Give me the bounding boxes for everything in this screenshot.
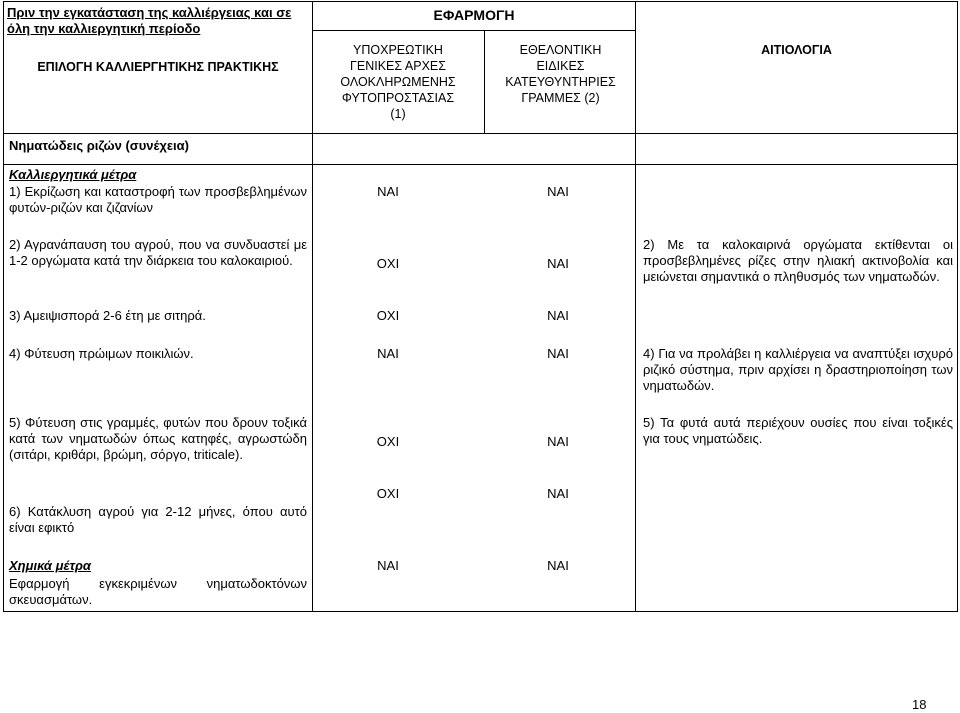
justification-header: ΑΙΤΙΟΛΟΓΙΑ <box>761 43 832 57</box>
item-5-mandatory: ΟΧΙ <box>376 434 400 449</box>
cultural-heading: Καλλιεργητικά μέτρα <box>9 167 137 182</box>
voluntary-header: ΕΘΕΛΟΝΤΙΚΗ ΕΙΔΙΚΕΣ ΚΑΤΕΥΘΥΝΤΗΡΙΕΣ ΓΡΑΜΜΕΣ (2) <box>505 43 616 105</box>
practice-subtitle: ΕΠΙΛΟΓΗ ΚΑΛΛΙΕΡΓΗΤΙΚΗΣ ΠΡΑΚΤΙΚΗΣ <box>37 60 279 74</box>
item-6-voluntary: ΝΑΙ <box>547 486 569 501</box>
cultural-item-1: 1) Εκρίζωση και καταστροφή των προσβεβλημένων φυτών-ριζών και ζιζανίων <box>9 184 307 215</box>
chemical-heading: Χημικά μέτρα <box>9 558 91 573</box>
item-2-voluntary: ΝΑΙ <box>547 256 569 271</box>
section-title: Νηματώδεις ριζών (συνέχεια) <box>9 138 189 153</box>
item-6-mandatory: ΟΧΙ <box>376 486 400 501</box>
item-1-mandatory: ΝΑΙ <box>377 184 399 199</box>
cultural-item-5: 5) Φύτευση στις γραμμές, φυτών που δρουν τοξικά κατά των νηματωδών όπως κατηφές, αγρωστώδη (σιτάρι, κριθάρι, βρώμη, σόργο, triticale). <box>9 415 307 462</box>
chemical-mandatory: ΝΑΙ <box>377 558 399 573</box>
cultural-item-6: 6) Κατάκλυση αγρού για 2-12 μήνες, όπου αυτό είναι εφικτό <box>9 504 307 535</box>
item-3-mandatory: ΟΧΙ <box>376 308 400 323</box>
practice-title: Πριν την εγκατάσταση της καλλιέργειας και σε όλη την καλλιεργητική περίοδο <box>7 5 292 36</box>
item-5-justification: 5) Τα φυτά αυτά περιέχουν ουσίες που είναι τοξικές για τους νηματώδεις. <box>643 415 953 446</box>
application-header: ΕΦΑΡΜΟΓΗ <box>433 7 515 23</box>
page-number: 18 <box>912 697 927 712</box>
item-2-mandatory: ΟΧΙ <box>376 256 400 271</box>
mandatory-header: ΥΠΟΧΡΕΩΤΙΚΗ ΓΕΝΙΚΕΣ ΑΡΧΕΣ ΟΛΟΚΛΗΡΩΜΕΝΗΣ ΦΥΤΟΠΡΟΣΤΑΣΙΑΣ (1) <box>340 43 456 121</box>
item-5-voluntary: ΝΑΙ <box>547 434 569 449</box>
item-3-voluntary: ΝΑΙ <box>547 308 569 323</box>
cultural-item-2: 2) Αγρανάπαυση του αγρού, που να συνδυαστεί με 1-2 οργώματα κατά την διάρκεια του καλοκαιριού. <box>9 237 307 268</box>
item-2-justification: 2) Με τα καλοκαιρινά οργώματα εκτίθενται οι προσβεβλημένες ρίζες στην ηλιακή ακτινοβολία και μειώνεται σημαντικά ο πληθυσμός των νηματωδών. <box>643 237 953 284</box>
item-4-mandatory: ΝΑΙ <box>377 346 399 361</box>
chemical-voluntary: ΝΑΙ <box>547 558 569 573</box>
item-4-voluntary: ΝΑΙ <box>547 346 569 361</box>
cultural-item-4: 4) Φύτευση πρώιμων ποικιλιών. <box>9 346 194 361</box>
item-1-voluntary: ΝΑΙ <box>547 184 569 199</box>
practices-table <box>3 1 958 612</box>
item-4-justification: 4) Για να προλάβει η καλλιέργεια να αναπτύξει ισχυρό ριζικό σύστημα, πριν αρχίσει η δραστηριοποίηση των νηματωδών. <box>643 346 953 393</box>
cultural-item-3: 3) Αμειψισπορά 2-6 έτη με σιτηρά. <box>9 308 206 323</box>
chemical-item: Εφαρμογή εγκεκριμένων νηματωδοκτόνων σκευασμάτων. <box>9 576 307 607</box>
